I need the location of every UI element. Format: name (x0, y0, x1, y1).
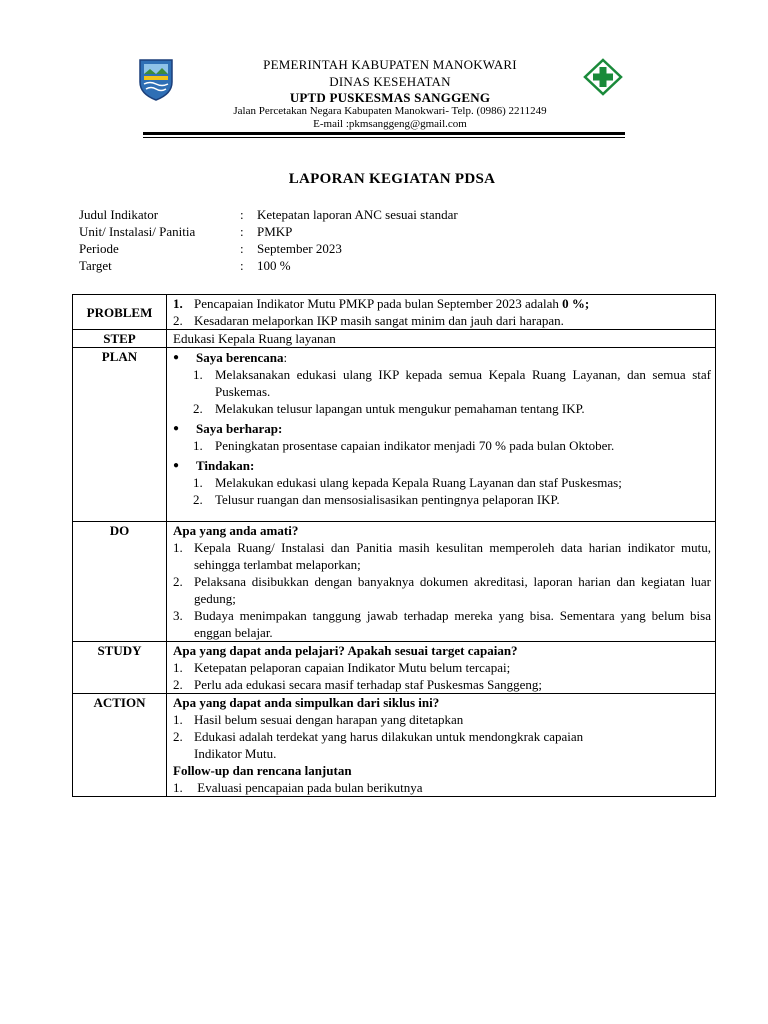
table-row-step (73, 330, 716, 348)
item-number: 1. (173, 780, 183, 795)
info-value: Ketepatan laporan ANC sesuai standar (257, 207, 458, 222)
info-colon: : (240, 258, 244, 273)
row-label-action: ACTION (73, 694, 167, 797)
table-row-do (73, 522, 716, 642)
bullet-icon: ● (173, 352, 180, 363)
header-email: E-mail :pkmsanggeng@gmail.com (313, 118, 467, 130)
item-text: Budaya menimpakan tanggung jawab terhadap mereka yang bisa. Sementara yang belum bisa enggan belajar. (194, 608, 711, 640)
list-item (173, 779, 711, 796)
letterhead-rule-thick (143, 132, 625, 135)
list-item (173, 711, 711, 728)
info-label: Unit/ Instalasi/ Panitia (79, 224, 196, 239)
list-item (173, 437, 711, 454)
plan-head-suffix: : (283, 350, 288, 365)
item-text: Hasil belum sesuai dengan harapan yang ditetapkan (194, 712, 464, 727)
plan-content (167, 348, 716, 522)
list-item (173, 728, 711, 762)
action-question: Apa yang dapat anda simpulkan dari siklus ini? (173, 695, 440, 710)
pdsa-table (72, 294, 716, 797)
health-cross-logo (583, 58, 623, 96)
row-label-step: STEP (73, 330, 167, 348)
item-text: Kepala Ruang/ Instalasi dan Panitia masih kesulitan memperoleh data harian indikator mutu, sehingga terlambat melaporkan; (194, 540, 711, 572)
item-text: Peningkatan prosentase capaian indikator menjadi 70 % pada bulan Oktober. (215, 438, 615, 453)
plan-section (173, 420, 711, 437)
list-item (173, 573, 711, 607)
item-text: Perlu ada edukasi secara masif terhadap staf Puskesmas Sanggeng; (194, 677, 543, 692)
item-number: 1. (173, 712, 183, 727)
table-row-action (73, 694, 716, 797)
info-label: Judul Indikator (79, 207, 159, 222)
item-number: 2. (173, 677, 183, 692)
item-text: Melaksanakan edukasi ulang IKP kepada semua Kepala Ruang Layanan, dan semua staf Puskemas. (215, 367, 711, 399)
header-government-name: PEMERINTAH KABUPATEN MANOKWARI (263, 57, 517, 72)
item-number: 2. (193, 401, 203, 416)
plan-section (173, 349, 711, 366)
do-content (167, 522, 716, 642)
action-content (167, 694, 716, 797)
item-number: 2. (173, 729, 183, 744)
problem-content (167, 295, 716, 330)
study-question: Apa yang dapat anda pelajari? Apakah sesuai target capaian? (173, 643, 518, 658)
item-text: Kesadaran melaporkan IKP masih sangat minim dan jauh dari harapan. (194, 313, 564, 328)
list-item (173, 539, 711, 573)
regency-emblem-logo (138, 58, 174, 102)
plan-section-head: Tindakan: (196, 458, 255, 473)
info-value: PMKP (257, 224, 293, 239)
row-label-study: STUDY (73, 642, 167, 694)
info-colon: : (240, 224, 244, 239)
item-number: 2. (173, 313, 183, 328)
item-text: Evaluasi pencapaian pada bulan berikutnya (194, 780, 423, 795)
study-content (167, 642, 716, 694)
item-number: 1. (173, 296, 183, 311)
item-number: 2. (193, 492, 203, 507)
step-content: Edukasi Kepala Ruang layanan (167, 330, 716, 348)
item-number: 1. (193, 475, 203, 490)
info-value: 100 % (257, 258, 291, 273)
item-number: 1. (193, 367, 203, 382)
item-number: 1. (193, 438, 203, 453)
info-colon: : (240, 207, 244, 222)
info-value: September 2023 (257, 241, 342, 256)
list-item (173, 400, 711, 417)
table-row-problem (73, 295, 716, 330)
row-label-plan: PLAN (73, 348, 167, 522)
item-text: Telusur ruangan dan mensosialisasikan pentingnya pelaporan IKP. (215, 492, 560, 507)
plan-section (173, 457, 711, 474)
plan-head-text: Saya berencana (196, 350, 284, 365)
item-text: Melakukan edukasi ulang kepada Kepala Ruang Layanan dan staf Puskesmas; (215, 475, 622, 490)
item-text: Ketepatan pelaporan capaian Indikator Mutu belum tercapai; (194, 660, 511, 675)
info-label: Periode (79, 241, 119, 256)
info-colon: : (240, 241, 244, 256)
plan-section-head (196, 349, 287, 366)
item-text-main: Pencapaian Indikator Mutu PMKP pada bulan September 2023 adalah (194, 296, 563, 311)
list-item (173, 366, 711, 400)
row-label-problem: PROBLEM (73, 295, 167, 330)
row-label-do: DO (73, 522, 167, 642)
list-item (173, 295, 711, 312)
item-text: Melakukan telusur lapangan untuk mengukur pemahaman tentang IKP. (215, 401, 585, 416)
list-item (173, 312, 711, 329)
list-item (173, 676, 711, 693)
header-address: Jalan Percetakan Negara Kabupaten Manokwari- Telp. (0986) 2211249 (233, 105, 547, 117)
followup-heading: Follow-up dan rencana lanjutan (173, 763, 352, 778)
item-text (194, 295, 711, 312)
header-facility-name: UPTD PUSKESMAS SANGGENG (289, 90, 491, 105)
item-number: 1. (173, 660, 183, 675)
do-question: Apa yang anda amati? (173, 523, 299, 538)
list-item (173, 607, 711, 641)
item-number: 3. (173, 608, 183, 623)
item-number: 2. (173, 574, 183, 589)
info-label: Target (79, 258, 112, 273)
list-item (173, 491, 711, 508)
report-title: LAPORAN KEGIATAN PDSA (288, 171, 496, 187)
item-text: Pelaksana disibukkan dengan banyaknya dokumen akreditasi, laporan harian dan kegiatan luar gedung; (194, 574, 711, 606)
letterhead-rule-thin (143, 137, 625, 138)
item-text: Edukasi adalah terdekat yang harus dilakukan untuk mendongkrak capaian Indikator Mutu. (194, 729, 584, 761)
header-department-name: DINAS KESEHATAN (329, 74, 451, 89)
list-item (173, 474, 711, 491)
table-row-study (73, 642, 716, 694)
plan-section-head: Saya berharap: (196, 421, 283, 436)
bullet-icon: ● (173, 423, 180, 434)
list-item (173, 659, 711, 676)
item-number: 1. (173, 540, 183, 555)
bullet-icon: ● (173, 460, 180, 471)
item-text-bold: 0 %; (562, 296, 590, 311)
table-row-plan (73, 348, 716, 522)
